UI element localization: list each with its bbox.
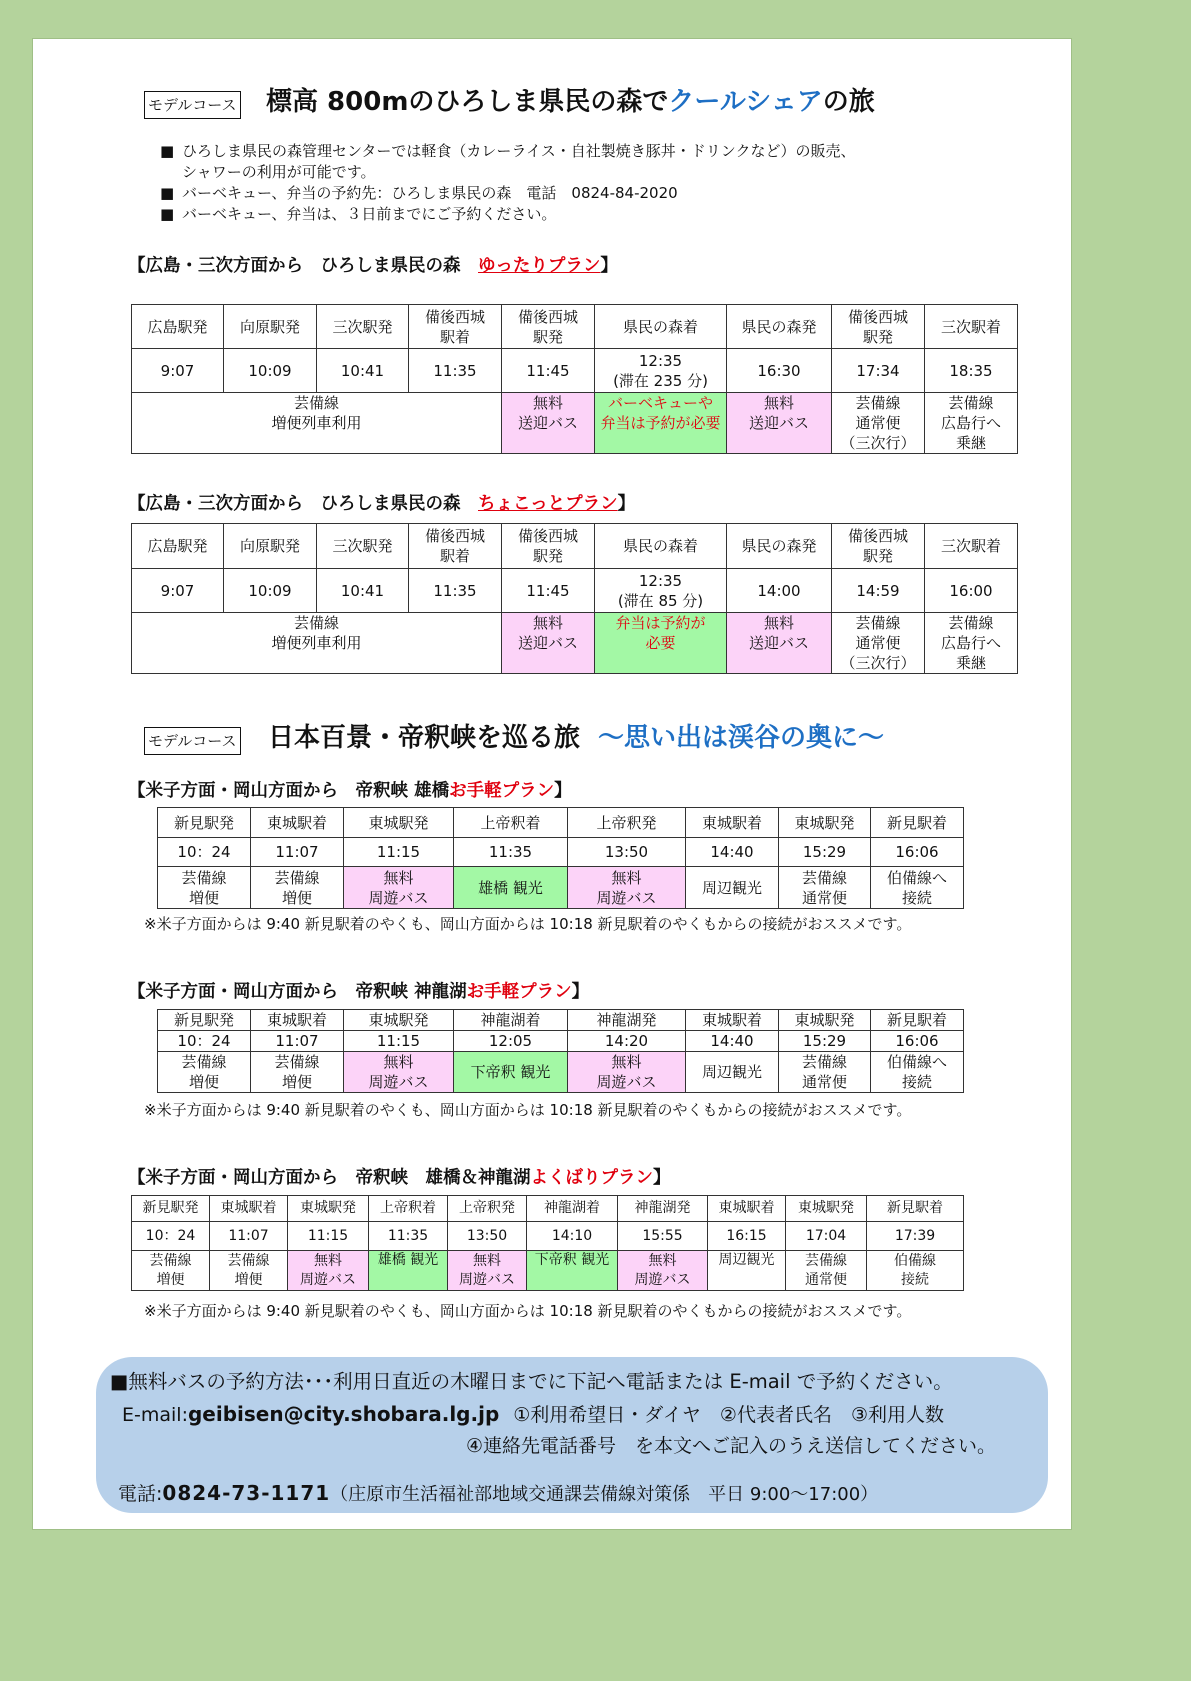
tel-number[interactable]: 0824-73-1171 — [162, 1481, 331, 1505]
time-cell: 11:07 — [251, 1031, 344, 1052]
time-cell: 11:07 — [251, 838, 344, 867]
footnote: ※米子方面からは 9:40 新見駅着のやくも、岡山方面からは 10:18 新見駅着のやくもからの接続がおススメです。 — [144, 1101, 912, 1119]
note-cell: 周辺観光 — [686, 1052, 779, 1093]
plan-yuttari-label: 【広島・三次方面から ひろしま県民の森 ゆったりプラン】 — [128, 256, 618, 276]
header-cell: 神龍湖発 — [568, 1010, 686, 1031]
time-cell: 16:06 — [871, 838, 964, 867]
time-cell: 14:10 — [527, 1222, 618, 1251]
time-cell: 17:04 — [786, 1222, 867, 1251]
plan-shinryuko-label: 【米子方面・岡山方面から 帝釈峡 神龍湖お手軽プラン】 — [128, 982, 590, 1002]
time-cell: 11:35 — [454, 838, 568, 867]
header-cell: 三次駅着 — [925, 305, 1018, 349]
header-cell: 上帝釈着 — [454, 808, 568, 838]
header-cell: 新見駅発 — [158, 808, 251, 838]
note-cell: 無料 送迎バス — [502, 393, 595, 454]
bullet-square-icon: ■ — [160, 205, 175, 223]
header-cell: 東城駅着 — [686, 1010, 779, 1031]
note-cell: 芸備線 増便 — [158, 867, 251, 909]
time-cell: 10:41 — [317, 569, 409, 613]
note-cell: 雄橋 観光 — [454, 867, 568, 909]
time-cell: 15:29 — [779, 838, 871, 867]
header-cell: 県民の森発 — [727, 524, 832, 569]
model-course-tag: モデルコース — [144, 727, 241, 755]
time-cell: 10:09 — [224, 569, 317, 613]
note-cell: 芸備線 増便列車利用 — [132, 393, 502, 454]
note-cell: 周辺観光 — [686, 867, 779, 909]
time-cell: 11:35 — [409, 569, 502, 613]
time-cell: 16:00 — [925, 569, 1018, 613]
note-cell: 伯備線 接続 — [867, 1251, 964, 1291]
note-cell: 伯備線へ 接続 — [871, 867, 964, 909]
header-cell: 備後西城 駅発 — [832, 305, 925, 349]
time-cell: 12:05 — [454, 1031, 568, 1052]
note-cell: 芸備線 増便 — [210, 1251, 288, 1291]
time-cell: 11:45 — [502, 569, 595, 613]
header-cell: 東城駅発 — [344, 808, 454, 838]
time-cell: 11:15 — [288, 1222, 369, 1251]
header-cell: 東城駅着 — [210, 1196, 288, 1222]
note-cell: 芸備線 増便 — [251, 1052, 344, 1093]
time-cell: 10：24 — [158, 838, 251, 867]
header-cell: 神龍湖着 — [527, 1196, 618, 1222]
header-cell: 向原駅発 — [224, 524, 317, 569]
contact-instruction: ④連絡先電話番号 を本文へご記入のうえ送信してください。 — [466, 1435, 997, 1457]
bullet-item: ■ ひろしま県民の森管理センターでは軽食（カレーライス・自社製焼き豚丼・ドリンクなど）の販売、 — [160, 142, 856, 160]
note-cell: 伯備線へ 接続 — [871, 1052, 964, 1093]
header-cell: 東城駅発 — [779, 1010, 871, 1031]
note-cell: 無料 送迎バス — [727, 393, 832, 454]
header-cell: 県民の森着 — [595, 524, 727, 569]
note-cell: 無料 周遊バス — [568, 1052, 686, 1093]
note-cell: 芸備線 通常便 — [779, 867, 871, 909]
time-cell: 11:35 — [369, 1222, 448, 1251]
header-cell: 広島駅発 — [132, 524, 224, 569]
time-cell: 16:06 — [871, 1031, 964, 1052]
time-cell: 10：24 — [132, 1222, 210, 1251]
time-cell: 13:50 — [568, 838, 686, 867]
time-cell: 9:07 — [132, 569, 224, 613]
note-cell: 無料 周遊バス — [618, 1251, 708, 1291]
note-cell: 芸備線 増便 — [158, 1052, 251, 1093]
time-cell: 15:55 — [618, 1222, 708, 1251]
note-cell: バーベキューや 弁当は予約が必要 — [595, 393, 727, 454]
note-cell: 芸備線 増便 — [251, 867, 344, 909]
note-cell: 無料 周遊バス — [288, 1251, 369, 1291]
course2-title-main: 日本百景・帝釈峡を巡る旅 — [268, 723, 581, 753]
header-cell: 三次駅発 — [317, 524, 409, 569]
header-cell: 備後西城 駅発 — [502, 305, 595, 349]
model-course-tag: モデルコース — [144, 91, 241, 119]
note-cell: 芸備線 通常便 （三次行） — [832, 393, 925, 454]
note-cell: 芸備線 通常便 — [779, 1052, 871, 1093]
time-cell: 16:30 — [727, 349, 832, 393]
bullet-item: ■ バーベキュー、弁当の予約先：ひろしま県民の森 電話 0824-84-2020 — [160, 184, 678, 202]
note-cell: 芸備線 広島行へ 乗継 — [925, 613, 1018, 674]
note-cell: 無料 送迎バス — [502, 613, 595, 674]
timetable-ohashi — [157, 807, 964, 909]
course1-title-main: 標高 800mのひろしま県民の森で — [266, 87, 669, 117]
note-cell: 弁当は予約が 必要 — [595, 613, 727, 674]
course2-title-sub: ～思い出は渓谷の奥に～ — [598, 723, 885, 753]
header-cell: 神龍湖発 — [618, 1196, 708, 1222]
header-cell: 東城駅着 — [251, 1010, 344, 1031]
time-cell: 17:34 — [832, 349, 925, 393]
plan-chokotto-label: 【広島・三次方面から ひろしま県民の森 ちょこっとプラン】 — [128, 494, 636, 514]
header-cell: 上帝釈発 — [448, 1196, 527, 1222]
time-cell: 15:29 — [779, 1031, 871, 1052]
note-cell: 無料 送迎バス — [727, 613, 832, 674]
note-cell: 下帝釈 観光 — [527, 1251, 618, 1291]
bullet-square-icon: ■ — [160, 184, 175, 202]
header-cell: 東城駅着 — [708, 1196, 786, 1222]
header-cell: 三次駅発 — [317, 305, 409, 349]
time-cell: 10:09 — [224, 349, 317, 393]
time-cell: 11:15 — [344, 1031, 454, 1052]
header-cell: 備後西城 駅発 — [832, 524, 925, 569]
time-cell: 14:40 — [686, 1031, 779, 1052]
header-cell: 新見駅着 — [867, 1196, 964, 1222]
note-cell: 芸備線 広島行へ 乗継 — [925, 393, 1018, 454]
contact-reservation-method: ■無料バスの予約方法･･･利用日直近の木曜日までに下記へ電話または E-mail で予約ください。 — [110, 1370, 953, 1393]
contact-email-line: E-mail:geibisen@city.shobara.lg.jp ①利用希望日・ダイヤ ②代表者氏名 ③利用人数 — [122, 1402, 944, 1426]
header-cell: 三次駅着 — [925, 524, 1018, 569]
time-cell: 11:07 — [210, 1222, 288, 1251]
header-cell: 東城駅発 — [779, 808, 871, 838]
time-cell: 12:35 (滞在 85 分) — [595, 569, 727, 613]
time-cell: 14:40 — [686, 838, 779, 867]
course1-title-highlight: クールシェア — [668, 87, 823, 117]
time-cell: 14:20 — [568, 1031, 686, 1052]
note-cell: 芸備線 増便列車利用 — [132, 613, 502, 674]
time-cell: 9:07 — [132, 349, 224, 393]
footnote: ※米子方面からは 9:40 新見駅着のやくも、岡山方面からは 10:18 新見駅着のやくもからの接続がおススメです。 — [144, 915, 912, 933]
plan-yokubari-label: 【米子方面・岡山方面から 帝釈峡 雄橋＆神龍湖よくばりプラン】 — [128, 1168, 671, 1188]
header-cell: 新見駅発 — [158, 1010, 251, 1031]
note-cell: 無料 周遊バス — [448, 1251, 527, 1291]
time-cell: 17:39 — [867, 1222, 964, 1251]
header-cell: 向原駅発 — [224, 305, 317, 349]
footnote: ※米子方面からは 9:40 新見駅着のやくも、岡山方面からは 10:18 新見駅着のやくもからの接続がおススメです。 — [144, 1302, 912, 1320]
course2-title — [268, 721, 884, 755]
header-cell: 東城駅発 — [344, 1010, 454, 1031]
note-cell: 芸備線 通常便 — [786, 1251, 867, 1291]
time-cell: 10：24 — [158, 1031, 251, 1052]
time-cell: 13:50 — [448, 1222, 527, 1251]
header-cell: 備後西城 駅着 — [409, 524, 502, 569]
time-cell: 11:35 — [409, 349, 502, 393]
header-cell: 上帝釈発 — [568, 808, 686, 838]
header-cell: 新見駅着 — [871, 1010, 964, 1031]
time-cell: 18:35 — [925, 349, 1018, 393]
contact-tel-line: 電話:0824-73-1171（庄原市生活福祉部地域交通課芸備線対策係 平日 9:00～17:00） — [118, 1481, 879, 1505]
course1-title-end: の旅 — [822, 87, 875, 117]
header-cell: 東城駅発 — [786, 1196, 867, 1222]
timetable-yokubari — [131, 1195, 964, 1291]
note-cell: 芸備線 増便 — [132, 1251, 210, 1291]
timetable-yuttari — [131, 304, 1018, 454]
bullet-item: ■ バーベキュー、弁当は、３日前までにご予約ください。 — [160, 205, 557, 223]
header-cell: 県民の森着 — [595, 305, 727, 349]
note-cell: 芸備線 通常便 （三次行） — [832, 613, 925, 674]
note-cell: 無料 周遊バス — [344, 1052, 454, 1093]
time-cell: 11:45 — [502, 349, 595, 393]
header-cell: 広島駅発 — [132, 305, 224, 349]
plan-ohashi-label: 【米子方面・岡山方面から 帝釈峡 雄橋お手軽プラン】 — [128, 781, 572, 801]
header-cell: 東城駅着 — [686, 808, 779, 838]
header-cell: 上帝釈着 — [369, 1196, 448, 1222]
note-cell: 無料 周遊バス — [344, 867, 454, 909]
note-cell: 雄橋 観光 — [369, 1251, 448, 1291]
header-cell: 新見駅発 — [132, 1196, 210, 1222]
note-cell: 周辺観光 — [708, 1251, 786, 1291]
timetable-shinryuko — [157, 1009, 964, 1093]
time-cell: 14:59 — [832, 569, 925, 613]
bullet-square-icon: ■ — [160, 142, 175, 160]
time-cell: 14:00 — [727, 569, 832, 613]
header-cell: 新見駅着 — [871, 808, 964, 838]
header-cell: 東城駅発 — [288, 1196, 369, 1222]
course1-title — [266, 85, 875, 119]
header-cell: 神龍湖着 — [454, 1010, 568, 1031]
note-cell: 無料 周遊バス — [568, 867, 686, 909]
note-cell: 下帝釈 観光 — [454, 1052, 568, 1093]
time-cell: 10:41 — [317, 349, 409, 393]
email-link[interactable]: geibisen@city.shobara.lg.jp — [187, 1402, 500, 1426]
timetable-chokotto — [131, 523, 1018, 674]
header-cell: 東城駅着 — [251, 808, 344, 838]
header-cell: 県民の森発 — [727, 305, 832, 349]
time-cell: 12:35 (滞在 235 分) — [595, 349, 727, 393]
bullet-item-cont: シャワーの利用が可能です。 — [182, 163, 376, 181]
header-cell: 備後西城 駅着 — [409, 305, 502, 349]
time-cell: 16:15 — [708, 1222, 786, 1251]
header-cell: 備後西城 駅発 — [502, 524, 595, 569]
time-cell: 11:15 — [344, 838, 454, 867]
